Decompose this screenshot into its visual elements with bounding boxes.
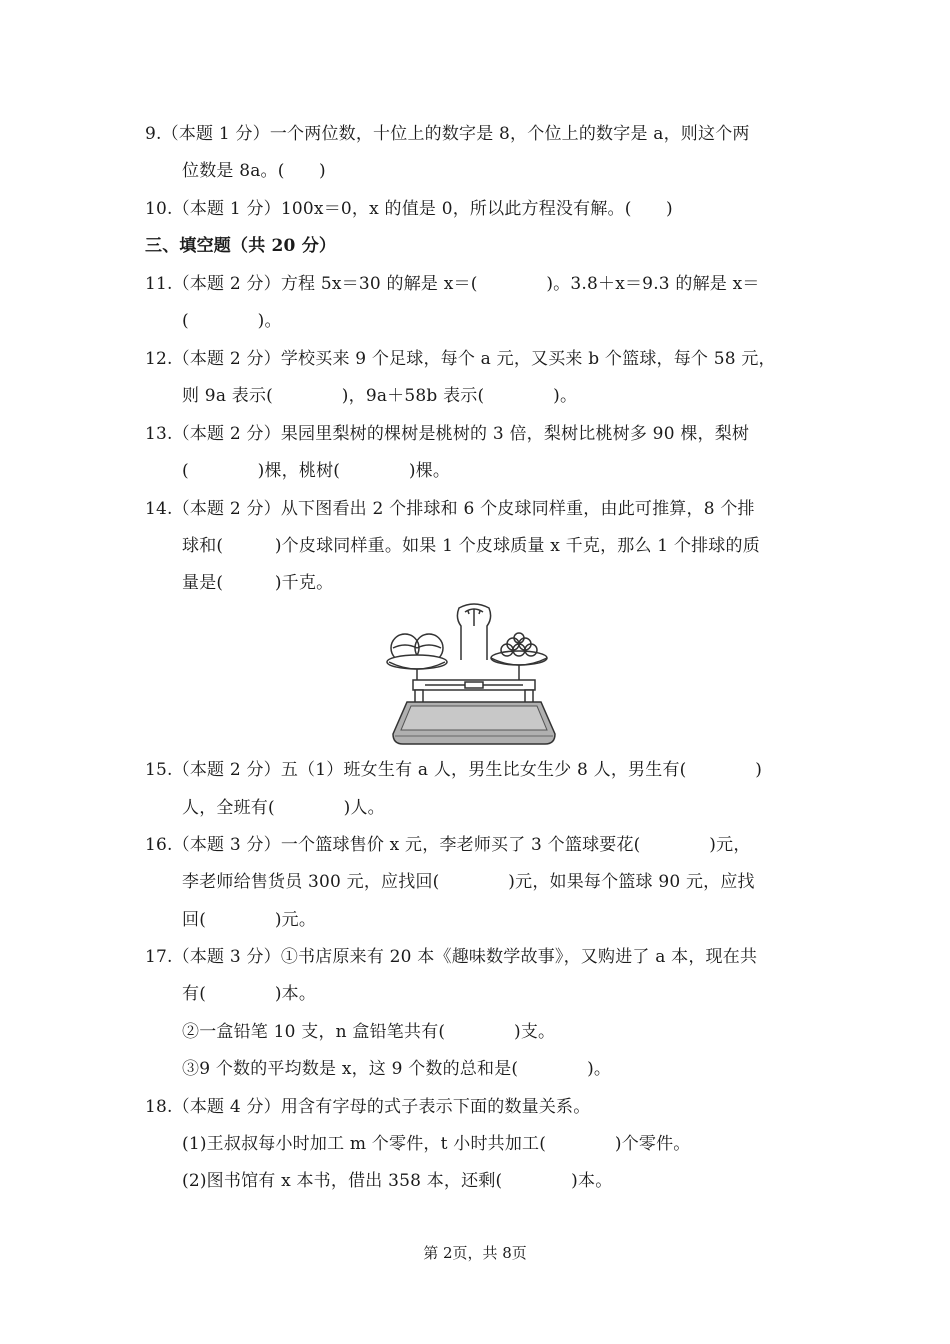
q12-line1: 12.（本题 2 分）学校买来 9 个足球，每个 a 元，又买来 b 个篮球，每个 58 元， [145, 349, 776, 369]
q14-line1: 14.（本题 2 分）从下图看出 2 个排球和 6 个皮球同样重，由此可推算，8 个排 [145, 499, 755, 519]
section-title-fill-in: 三、填空题（共 20 分） [145, 236, 337, 256]
q17-line1: 17.（本题 3 分）①书店原来有 20 本《趣味数学故事》，又购进了 a 本，现在共 [145, 947, 758, 967]
q13-line2: ( )棵，桃树( )棵。 [182, 461, 451, 481]
balance-scale-icon [385, 598, 563, 750]
q14-line3: 量是( )千克。 [182, 573, 334, 593]
q15-line2: 人，全班有( )人。 [182, 798, 385, 818]
q9-line1: 9.（本题 1 分）一个两位数，十位上的数字是 8，个位上的数字是 a，则这个两 [145, 124, 750, 144]
q15-line1-text: 15.（本题 2 分）五（1）班女生有 a 人，男生比女生少 8 人，男生有( ) [145, 760, 763, 780]
q15-line1 [145, 759, 806, 781]
q10-line1: 10.（本题 1 分）100x＝0，x 的值是 0，所以此方程没有解。( ) [145, 199, 673, 219]
q17-line3: ②一盒铅笔 10 支，n 盒铅笔共有( )支。 [182, 1022, 556, 1042]
q13-line1: 13.（本题 2 分）果园里梨树的棵树是桃树的 3 倍，梨树比桃树多 90 棵，梨树 [145, 424, 750, 444]
q9-line2: 位数是 8a。( ) [182, 161, 326, 181]
q14-line2: 球和( )个皮球同样重。如果 1 个皮球质量 x 千克，那么 1 个排球的质 [182, 536, 760, 556]
q17-line4: ③9 个数的平均数是 x，这 9 个数的总和是( )。 [182, 1059, 612, 1079]
q12-line2: 则 9a 表示( )，9a＋58b 表示( )。 [182, 386, 578, 406]
q11-line2: ( )。 [182, 311, 282, 331]
page-footer: 第 2页，共 8页 [423, 1244, 527, 1262]
q18-line1: 18.（本题 4 分）用含有字母的式子表示下面的数量关系。 [145, 1097, 591, 1117]
q16-line3: 回( )元。 [182, 910, 317, 930]
q18-line3: (2)图书馆有 x 本书，借出 358 本，还剩( )本。 [182, 1171, 613, 1191]
q16-line1: 16.（本题 3 分）一个篮球售价 x 元，李老师买了 3 个篮球要花( )元， [145, 835, 751, 855]
q16-line2: 李老师给售货员 300 元，应找回( )元，如果每个篮球 90 元，应找 [182, 872, 755, 892]
q11-line1: 11.（本题 2 分）方程 5x＝30 的解是 x＝( )。3.8＋x＝9.3 的解是 x＝ [145, 274, 760, 294]
q18-line2: (1)王叔叔每小时加工 m 个零件，t 小时共加工( )个零件。 [182, 1134, 691, 1154]
q17-line2: 有( )本。 [182, 984, 317, 1004]
